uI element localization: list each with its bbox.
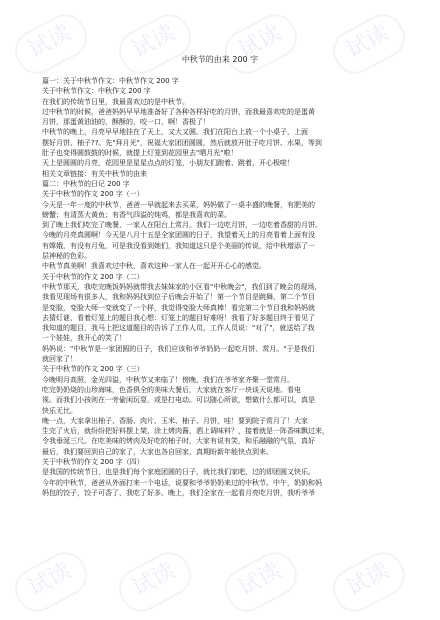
- body-line: 妈妈说："中秋节是一家团圆的日子，我们应该和爷爷奶奶一起吃月饼、赏月。"于是我们: [42, 344, 315, 353]
- body-line: 中秋节那天，我吃完晚饭妈妈就带我去妹妹家的小区看"中秋晚会"，我们到了晚会的现场，: [42, 282, 322, 291]
- body-line: 视。而我们小孩则在一旁偷闲玩耍，或是打电动。可以随心所欲，想做什么都可以，真是: [42, 396, 315, 405]
- body-line: 中秋节的晚上，月亮早早地挂在了天上，又大又圆。我们在阳台上放一个小桌子，上面: [42, 128, 308, 137]
- watermark-stamp: 试读: [326, 7, 412, 81]
- body-line: 去猜灯谜，看着灯笼上的题目我心想：灯笼上的题目好难呀！我看了好多题目终于看见了: [42, 313, 315, 322]
- watermark-stamp: 试读: [326, 545, 412, 619]
- body-line: 今晚的月亮真圆啊！今天是八月十五是全家团圆的日子，我望着天上的月亮看着上面有没: [42, 231, 315, 240]
- body-line: 是变脸，变脸大师一变就变了一个样，我觉得变脸大师真棒！看完第二个节目我和妈妈就: [42, 303, 315, 312]
- body-line: 就回家了！: [42, 355, 77, 364]
- body-line: 晚一点，大家拿出柚子、香肠、肉片、玉米、柚子、月饼，哇！要到院子赏月了！大家: [42, 416, 308, 425]
- body-line: 摆好月饼、柚子??。先"拜月光"，祝福大家团团圆圆，然后就放开肚子吃月饼、水果，等到: [42, 138, 322, 147]
- body-line: 生完了火后，就纷纷把好料摆上架，涂上烤肉酱，洒上调味料？，接着就是一阵香味飘过来，: [42, 427, 329, 436]
- body-line: 在我们的传统节日里，我最喜欢过的是中秋节。: [42, 97, 189, 106]
- body-line: 今天是一年一度的中秋节，爸爸一早就起来去买菜，妈妈做了一桌丰盛的晚餐，有肥美的: [42, 200, 315, 209]
- body-line: 到了晚上我们吃完了晚餐，一家人在阳台上赏月。我们一边吃月饼，一边吃着香甜的月饼。: [42, 221, 322, 230]
- watermark-stamp: 试读: [112, 7, 198, 81]
- body-line: 今晚明月高照，金光四溢，中秋节又来临了！傍晚，我们在爷爷家齐聚一堂赏月。: [42, 375, 294, 384]
- body-line: 关于中秋节的作文 200 字（四）: [42, 457, 144, 466]
- body-line: 我看见现场有很多人，我和妈妈找到位子后晚会开始了！第一个节目是跳舞，第二个节目: [42, 293, 315, 302]
- body-line: 有嫦娥，有没有月兔，可是我没看到她们，我知道这只是个美丽的传说，给中秋增添了一: [42, 241, 315, 250]
- watermark-stamp: 试读: [112, 545, 198, 619]
- body-line: 篇二：中秋节的日记 200 字: [42, 179, 130, 188]
- watermark-stamp: 试读: [218, 545, 304, 619]
- watermark-stamp: 试读: [218, 7, 304, 81]
- body-line: 层神秘的色彩。: [42, 252, 91, 261]
- body-line: 妈包的饺子，饺子可香了，我吃了好多。晚上，我们全家在一起看月亮吃月饼，我听爷爷: [42, 488, 315, 497]
- watermark-stamp: 试读: [8, 545, 94, 619]
- body-line: 是我国的传统节日，也是我们每个家庭团圆的日子，就比我们家吧，过的即团圆又快乐。: [42, 468, 315, 477]
- body-line: 篇一：关于中秋节作文：中秋节作文 200 字: [42, 77, 179, 85]
- document-title: 中秋节的由来 200 字: [181, 55, 259, 64]
- body-line: 最后，我们要回到自己的家了，大家也各自回家，真期盼新年能快点到来。: [42, 447, 273, 456]
- body-line: 关于中秋节作文：中秋作文 200 字: [42, 87, 151, 96]
- body-line: 天上是圆圆的月亮，花园里是星星点点的灯笼，小朋友们跑着、跳着，开心极啦！: [42, 159, 294, 168]
- body-line: 我知道的题目，我马上把这道题目的告诉了工作人员，工作人员说："对了"，就送给了我: [42, 324, 315, 333]
- body-line: 中秋节真美啊！我喜欢过中秋，喜欢这种一家人在一起开开心心的感觉。: [42, 262, 266, 271]
- body-line: 今年的中秋节，爸爸从外面打来一个电话，说要和爷爷奶奶来过的中秋节。中午，奶奶和妈: [42, 478, 322, 487]
- body-line: 关于中秋节的作文 200 字（三）: [42, 365, 144, 374]
- document-body: [42, 76, 398, 498]
- body-line: 相关文章链接：有关中秋节的由来: [42, 169, 147, 178]
- body-line: 关于中秋节的作文 200 字（二）: [42, 272, 144, 281]
- body-line: 一个娃娃，我开心的笑了！: [42, 334, 126, 343]
- body-line: 关于中秋节的作文 200 字（一）: [42, 190, 144, 199]
- body-line: 螃蟹；有清蒸大黄鱼；有香气四溢的炖鸡，都是我喜欢的菜。: [42, 210, 231, 219]
- body-line: 吃完奶奶烧的山珍海味，色香俱全的美味大餐后，大家就在客厅一块谈天说地。看电: [42, 385, 301, 394]
- body-line: 快乐无比。: [42, 406, 77, 415]
- watermark-stamp: 试读: [8, 7, 94, 81]
- body-line: 过中秋节的时候，爸爸妈妈早早地准备好了各种各样好吃的月饼，而我最喜欢吃的是蛋黄: [42, 107, 315, 116]
- body-line: 月饼，那蛋黄油油的，酥酥的，咬一口，啊！香极了！: [42, 118, 210, 127]
- body-line: 令我垂涎三尺。在吃美味的烤肉及好吃的柚子时，大家有说有笑，和乐融融的气氛，真好: [42, 437, 315, 446]
- body-line: 肚子也变得圆鼓鼓的时候，就提上灯笼到花园里去"晒月光"啦！: [42, 149, 238, 158]
